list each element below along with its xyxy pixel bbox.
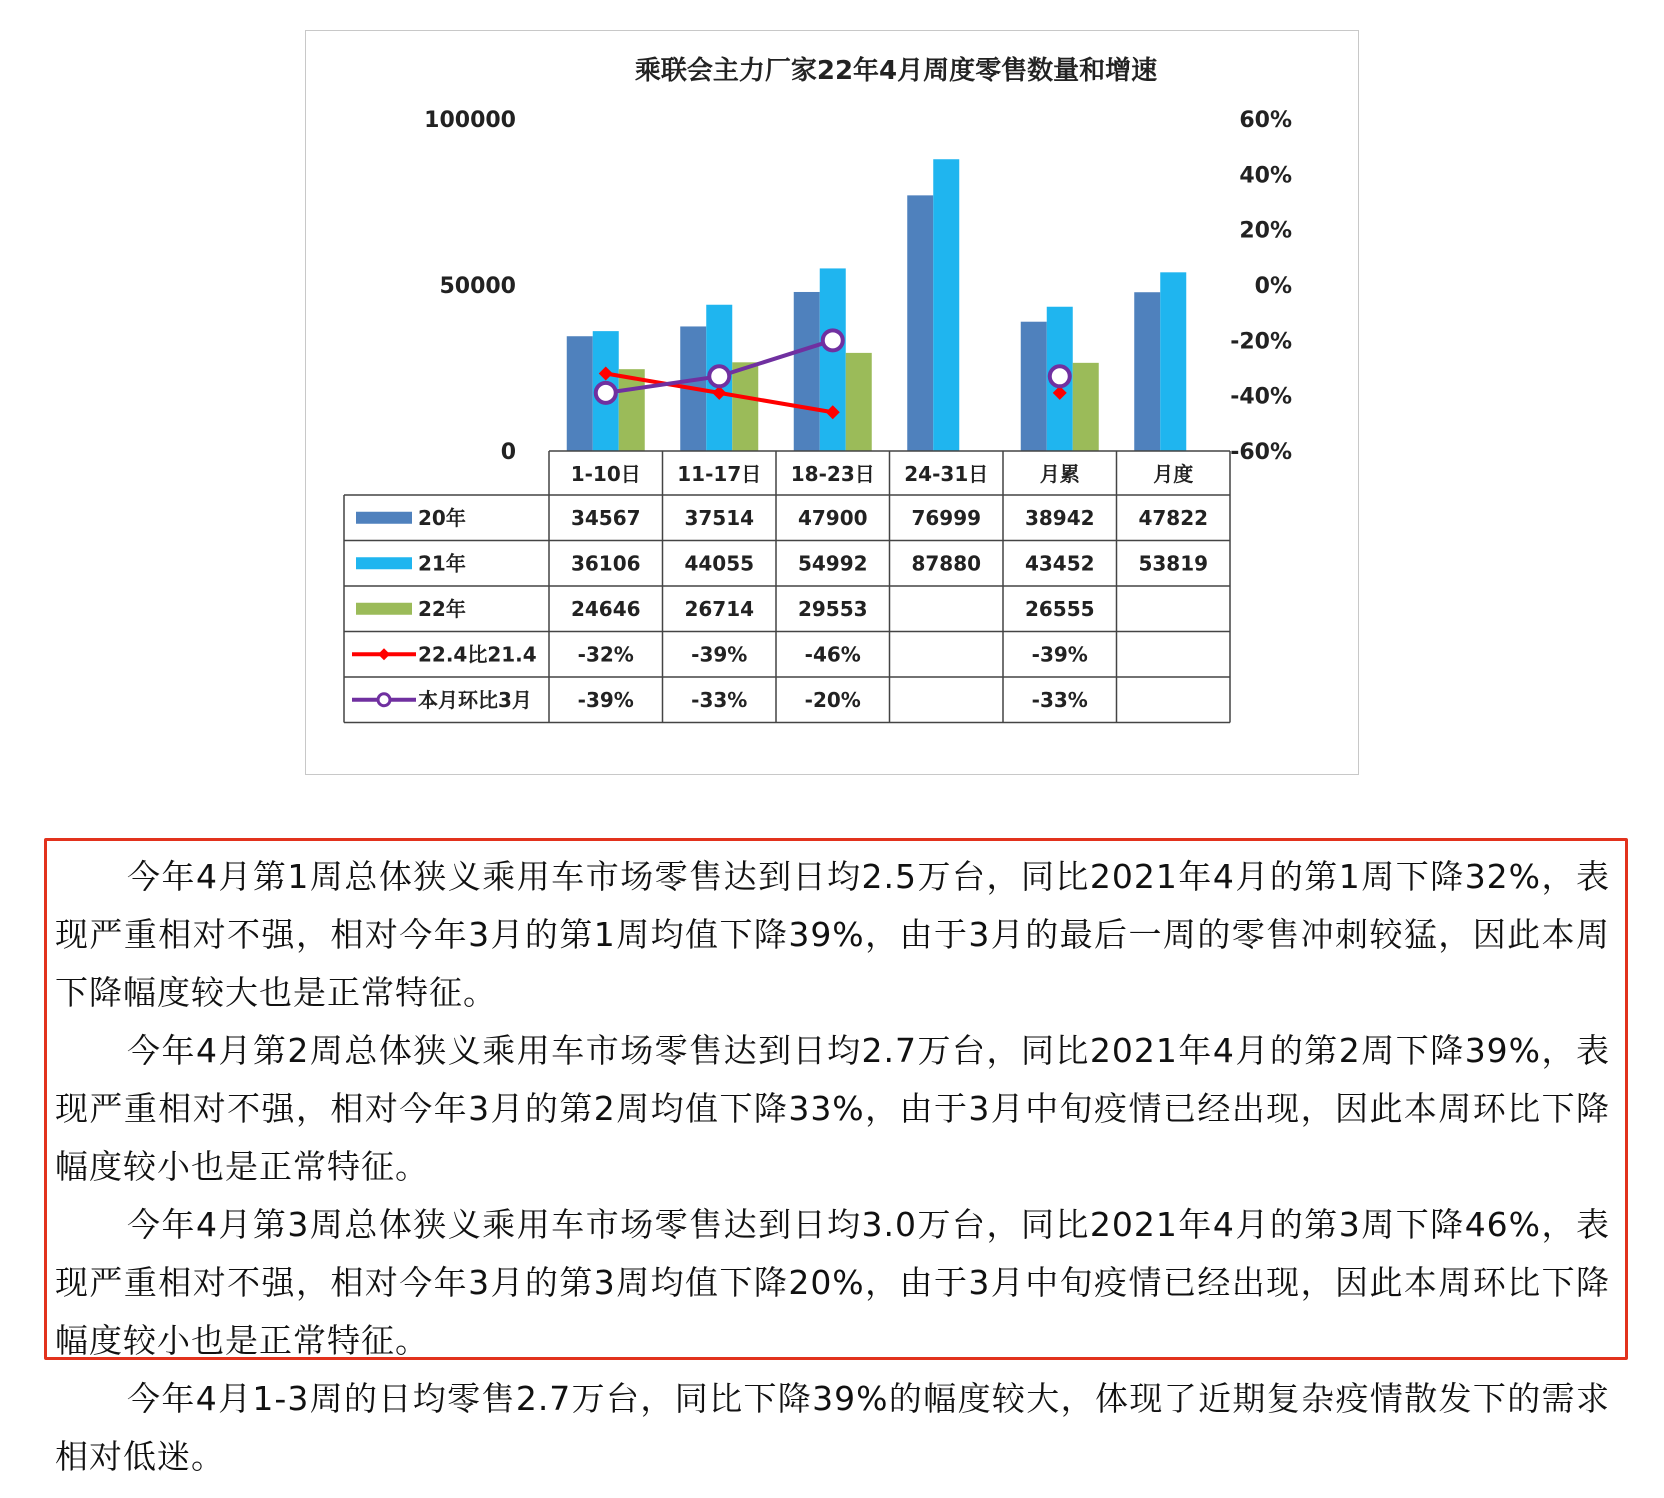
table-cell-value: -33%: [1031, 687, 1088, 712]
right-axis-tick: 20%: [1239, 218, 1292, 244]
right-axis-tick: -40%: [1230, 384, 1292, 410]
right-axis-tick: -20%: [1230, 329, 1292, 355]
marker-本月环比3月: [823, 330, 843, 350]
table-cell-value: 87880: [911, 551, 982, 576]
table-cell-value: -33%: [691, 687, 748, 712]
bar-20年: [794, 292, 820, 451]
legend-marker-22.4比21.4: [378, 648, 390, 660]
paragraph-week-3: 今年4月第3周总体狭义乘用车市场零售达到日均3.0万台，同比2021年4月的第3周下降46%，表现严重相对不强，相对今年3月的第3周均值下降20%，由于3月中旬疫情已经出现，因此本周环比下降幅度较小也是正常特征。: [55, 1205, 1610, 1360]
paragraph-summary: 今年4月1-3周的日均零售2.7万台，同比下降39%的幅度较大，体现了近期复杂疫情散发下的需求相对低迷。: [55, 1379, 1610, 1476]
table-cell-value: 26555: [1024, 596, 1095, 621]
bar-20年: [1134, 292, 1160, 451]
table-cell-value: 36106: [570, 551, 641, 576]
bar-21年: [1160, 272, 1186, 451]
table-cell-value: 37514: [684, 505, 755, 530]
legend-label: 22.4比21.4: [418, 642, 537, 667]
table-cell-value: 26714: [684, 596, 755, 621]
paragraph-week-2: 今年4月第2周总体狭义乘用车市场零售达到日均2.7万台，同比2021年4月的第2周下降39%，表现严重相对不强，相对今年3月的第2周均值下降33%，由于3月中旬疫情已经出现，因此本周环比下降幅度较小也是正常特征。: [55, 1031, 1610, 1186]
bar-22年: [732, 362, 758, 451]
table-cell-value: 34567: [570, 505, 641, 530]
left-axis-tick: 100000: [424, 108, 516, 133]
table-cell-value: 47900: [797, 505, 868, 530]
right-axis-tick: 40%: [1239, 163, 1292, 189]
bar-21年: [820, 268, 846, 451]
category-label: 24-31日: [904, 462, 989, 486]
table-cell-value: -32%: [577, 642, 634, 667]
right-axis-tick: 60%: [1239, 108, 1292, 133]
category-label: 月度: [1153, 462, 1194, 486]
category-label: 1-10日: [570, 462, 641, 486]
bar-20年: [907, 195, 933, 451]
marker-本月环比3月: [596, 383, 616, 403]
category-label: 月累: [1039, 462, 1080, 486]
table-cell-value: -39%: [691, 642, 748, 667]
left-axis-tick: 0: [500, 440, 516, 465]
table-cell-value: 38942: [1024, 505, 1095, 530]
table-cell-value: 24646: [570, 596, 641, 621]
table-cell-value: -46%: [804, 642, 861, 667]
table-cell-value: -39%: [577, 687, 634, 712]
bar-21年: [933, 159, 959, 451]
marker-本月环比3月: [1050, 366, 1070, 386]
legend-swatch-21年: [356, 557, 412, 569]
legend-label: 20年: [418, 505, 466, 530]
legend-swatch-22年: [356, 603, 412, 615]
table-cell-value: -20%: [804, 687, 861, 712]
bar-20年: [1021, 322, 1047, 451]
marker-本月环比3月: [709, 366, 729, 386]
table-cell-value: 44055: [684, 551, 755, 576]
legend-label: 本月环比3月: [418, 687, 532, 712]
legend-label: 22年: [418, 596, 466, 621]
bar-22年: [1073, 363, 1099, 451]
bar-22年: [846, 353, 872, 451]
chart-title: 乘联会主力厂家22年4月周度零售数量和增速: [634, 56, 1158, 86]
chart-container: [305, 30, 1359, 775]
paragraph-week-1: 今年4月第1周总体狭义乘用车市场零售达到日均2.5万台，同比2021年4月的第1周下降32%，表现严重相对不强，相对今年3月的第1周均值下降39%，由于3月的最后一周的零售冲刺较猛，因此本周下降幅度较大也是正常特征。: [55, 857, 1610, 1012]
bar-20年: [567, 336, 593, 451]
table-cell-value: 29553: [797, 596, 868, 621]
table-cell-value: 54992: [797, 551, 868, 576]
table-cell-value: 43452: [1024, 551, 1095, 576]
legend-marker-本月环比3月: [378, 694, 390, 706]
legend-label: 21年: [418, 551, 466, 576]
chart-svg: [306, 31, 1360, 776]
table-cell-value: 76999: [911, 505, 982, 530]
table-cell-value: 53819: [1138, 551, 1209, 576]
category-label: 11-17日: [677, 462, 762, 486]
right-axis-tick: 0%: [1254, 274, 1292, 299]
category-label: 18-23日: [790, 462, 875, 486]
table-cell-value: -39%: [1031, 642, 1088, 667]
left-axis-tick: 50000: [439, 274, 516, 299]
right-axis-tick: -60%: [1230, 440, 1292, 465]
legend-swatch-20年: [356, 512, 412, 524]
table-cell-value: 47822: [1138, 505, 1209, 530]
